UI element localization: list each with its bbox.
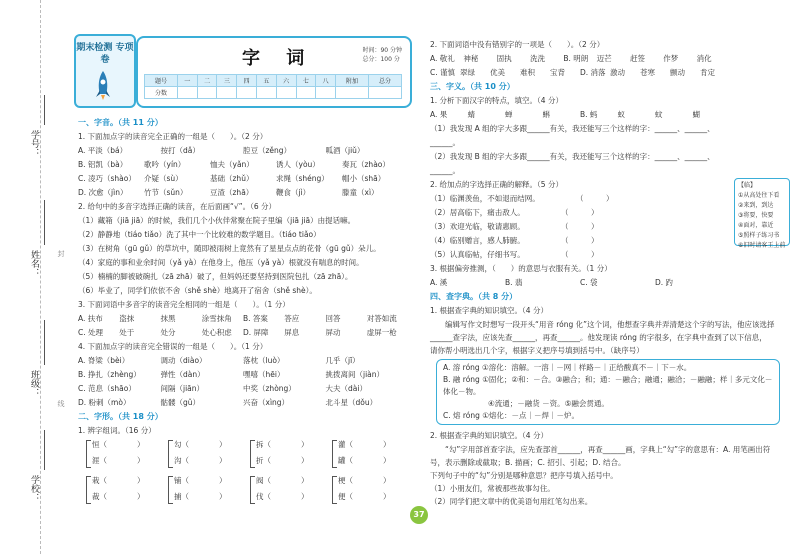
question-7: 1. 分析下面汉字的特点，填空。（4 分） bbox=[430, 96, 563, 105]
q9-option[interactable]: A. 溪 bbox=[430, 278, 448, 287]
question-10: 1. 根据查字典的知识填空。（4 分） bbox=[430, 306, 548, 315]
q8-item bbox=[430, 206, 730, 220]
dictionary-entries-box bbox=[436, 359, 780, 425]
q3-option[interactable]: 虚屏一枪 bbox=[366, 328, 397, 337]
question-8-items bbox=[430, 192, 730, 262]
q4-option[interactable]: D. 粉刺（mò） bbox=[78, 398, 131, 407]
question-6: 2. 下面词语中没有错别字的一项是（ ）。（2 分） bbox=[430, 40, 605, 49]
q2-item[interactable]: （3）在树角（gū gǔ）的草坑中，随即被雨树上竟然有了星星点点的花骨（gū gǔ）朵儿。 bbox=[78, 244, 381, 253]
pair-char[interactable]: 阀（ ） bbox=[256, 476, 309, 485]
q4-row bbox=[78, 396, 408, 410]
q3-option[interactable]: 盗抹 bbox=[119, 314, 135, 323]
score-header-cell: 三 bbox=[217, 75, 237, 87]
q3-option[interactable]: 处心积虑 bbox=[201, 328, 232, 337]
q4-option[interactable]: 北斗星（dǒu） bbox=[325, 398, 378, 407]
q6-option[interactable]: 颤动 bbox=[670, 68, 685, 77]
q1-option[interactable]: 腔豆（zěng） bbox=[243, 146, 292, 155]
q6-option[interactable]: 赶签 bbox=[629, 54, 645, 63]
q6-option[interactable]: 难积 bbox=[520, 68, 535, 77]
q6-option[interactable]: 苍寒 bbox=[640, 68, 655, 77]
q1-option[interactable]: 歌吟（yín） bbox=[144, 160, 186, 169]
left-page bbox=[74, 0, 410, 554]
dict-entry: C. 熔 róng ①熔化：－点｜－焊｜－炉。 bbox=[443, 411, 580, 420]
q1-option[interactable]: 滕童（xì） bbox=[342, 188, 379, 197]
q4-option[interactable]: 调动（diào） bbox=[160, 356, 207, 365]
question-7-chars bbox=[430, 108, 730, 122]
definition-line: 【临】 bbox=[738, 182, 757, 189]
q1-row bbox=[78, 172, 408, 186]
q6-option[interactable]: 宝背 bbox=[550, 68, 565, 77]
question-8: 2. 给加点的字选择正确的解释。（5 分） bbox=[430, 180, 563, 189]
q2-item[interactable]: （2）静静地（tiáo tiǎo）洗了其中一个比较难的数学题目。（tiáo tiǎo） bbox=[78, 230, 321, 239]
dict-entry: ④流通；－融货 －资。⑤融会贯通。 bbox=[443, 399, 609, 408]
pair-char[interactable]: 便（ ） bbox=[338, 492, 391, 501]
q6-row bbox=[430, 52, 730, 66]
score-header-cell: 五 bbox=[256, 75, 276, 87]
q3-option[interactable]: 答应 bbox=[284, 314, 300, 323]
q6-option[interactable]: 固执 bbox=[496, 54, 512, 63]
q4-option[interactable]: 挑拨离间（jiàn） bbox=[325, 370, 385, 379]
q8-item bbox=[430, 234, 730, 248]
answer-blank[interactable]: （ ） bbox=[564, 236, 599, 245]
page-number: 37 bbox=[410, 506, 428, 524]
q1-option[interactable]: 奏瓦（zhào） bbox=[342, 160, 390, 169]
q7-char: B. 蚂 bbox=[580, 110, 598, 119]
q6-option[interactable]: D. 消落 bbox=[580, 68, 606, 77]
pair-bracket bbox=[250, 440, 255, 468]
question-4: 4. 下面加点字的读音完全错误的一组是（ ）。（1 分） bbox=[78, 342, 268, 351]
fold-line bbox=[40, 0, 41, 554]
score-header-cell: 七 bbox=[296, 75, 316, 87]
q4-option[interactable]: 落枕（luò） bbox=[243, 356, 285, 365]
q2-item[interactable]: （1）藏箱（jiā jiā）的时候，我们几个小伙伴常聚在院子里编（jiā jiā）由提话嘛。 bbox=[78, 216, 356, 225]
question-4-options bbox=[78, 354, 408, 410]
q4-option[interactable]: 中奖（zhòng） bbox=[243, 384, 296, 393]
q1-option[interactable]: 恤夫（yǎn） bbox=[210, 160, 254, 169]
q6-option[interactable]: 洗洗 bbox=[529, 54, 545, 63]
q6-option[interactable]: 神秘 bbox=[463, 54, 479, 63]
binding-margin bbox=[0, 0, 68, 554]
class-blank[interactable] bbox=[44, 320, 46, 365]
q2-item[interactable]: （5）楠楠的脚被破碗扎（zā zhā）破了，但妈妈还要坚持到医院包扎（zā zhā）。 bbox=[78, 272, 353, 281]
q8-text: （1）临渊羡鱼，不如退而结网。 bbox=[430, 194, 540, 203]
q2-item[interactable]: （4）家庭的事和业余时间（yǎ yà）在他身上，他压（yǎ yà）根就没有喘息的时间。 bbox=[78, 258, 364, 267]
q6-option[interactable]: 消化 bbox=[696, 54, 712, 63]
name-blank[interactable] bbox=[44, 200, 46, 245]
time-limit: 时间：90 分钟 bbox=[362, 47, 402, 54]
pair-char[interactable]: 勾（ ） bbox=[174, 440, 227, 449]
q1-option[interactable]: 帽小（shā） bbox=[342, 174, 386, 183]
pair-char[interactable]: 涯（ ） bbox=[92, 456, 145, 465]
q1-option[interactable]: 呱酒（jiǔ） bbox=[325, 146, 365, 155]
pair-char[interactable]: 捕（ ） bbox=[174, 492, 227, 501]
q7-char: 蝉 bbox=[505, 110, 513, 119]
q3-option[interactable]: 屏动 bbox=[325, 328, 341, 337]
question-10-text bbox=[430, 318, 785, 357]
q4-option[interactable]: 骷髅（gǔ） bbox=[160, 398, 201, 407]
pair-bracket bbox=[168, 476, 173, 504]
section-4-heading: 四、查字典。（共 8 分） bbox=[430, 292, 518, 301]
score-header-cell: 一 bbox=[177, 75, 197, 87]
definition-line: ⑤照样子练习书 bbox=[738, 232, 780, 239]
q10-paragraph: 请你帮小明选出几个字，根据字义把序号填到括号中。（缺序号） bbox=[430, 346, 644, 355]
page-title: 字 词 bbox=[242, 48, 315, 69]
section-2-heading: 二、字形。（共 18 分） bbox=[78, 412, 163, 421]
question-11-text bbox=[430, 443, 785, 508]
answer-blank[interactable]: （ ） bbox=[579, 194, 614, 203]
q8-item bbox=[430, 192, 730, 206]
pair-char[interactable]: 裁（ ） bbox=[92, 492, 145, 501]
q1-option[interactable]: A. 平淡（bá） bbox=[78, 146, 128, 155]
q6-option[interactable]: A. 敬礼 bbox=[430, 54, 455, 63]
q4-option[interactable]: A. 脊梁（bèi） bbox=[78, 356, 130, 365]
definition-box bbox=[734, 178, 790, 249]
q1-row bbox=[78, 144, 408, 158]
question-3-options bbox=[78, 312, 408, 340]
q6-option[interactable]: 激动 bbox=[610, 68, 625, 77]
answer-blank[interactable]: （ ） bbox=[564, 250, 599, 259]
pair-char[interactable]: 伐（ ） bbox=[256, 492, 309, 501]
q4-option[interactable]: 大夫（dài） bbox=[325, 384, 367, 393]
question-6-options bbox=[430, 52, 730, 80]
q6-option[interactable]: 迈芒 bbox=[596, 54, 612, 63]
q8-item bbox=[430, 248, 730, 262]
q3-option[interactable]: 屏息 bbox=[284, 328, 300, 337]
pair-char[interactable]: 铺（ ） bbox=[174, 476, 227, 485]
q8-text: （4）临别赠言，感人肺腑。 bbox=[430, 236, 525, 245]
question-2: 2. 给句中的多音字选择正确的读音，在后面画“√”。（6 分） bbox=[78, 202, 276, 211]
q1-option[interactable]: 豆渣（zhā） bbox=[210, 188, 254, 197]
pair-bracket bbox=[250, 476, 255, 504]
q1-option[interactable]: 按打（dǎ） bbox=[160, 146, 200, 155]
q6-option[interactable]: 翠绿 bbox=[460, 68, 475, 77]
q3-option[interactable]: 抹黑 bbox=[160, 314, 176, 323]
q3-option[interactable]: 处分 bbox=[160, 328, 176, 337]
id-blank[interactable] bbox=[44, 95, 46, 125]
q8-text: （5）认真临帖，仔细书写。 bbox=[430, 250, 525, 259]
q11-line: （2）同学们把文章中的优美语句用红笔勾出来。 bbox=[430, 497, 593, 506]
q1-row bbox=[78, 158, 408, 172]
q6-row bbox=[430, 66, 730, 80]
definition-line: ③将要，快要 bbox=[738, 212, 774, 219]
pair-char[interactable]: 折（ ） bbox=[256, 456, 309, 465]
q8-text: （2）居高临下，痛击敌人。 bbox=[430, 208, 525, 217]
question-1-options bbox=[78, 144, 408, 200]
question-1: 1. 下面加点字的读音完全正确的一组是（ ）。（2 分） bbox=[78, 132, 268, 141]
score-header-cell: 二 bbox=[197, 75, 217, 87]
section-1-heading: 一、字音。（共 11 分） bbox=[78, 118, 163, 127]
question-7-lines bbox=[430, 122, 730, 178]
q4-option[interactable]: C. 范息（shāo） bbox=[78, 384, 136, 393]
q4-row bbox=[78, 382, 408, 396]
pair-char[interactable]: 恒（ ） bbox=[92, 440, 145, 449]
pair-char[interactable]: 栽（ ） bbox=[92, 476, 145, 485]
name-label: 姓名： bbox=[29, 250, 39, 277]
q3-option[interactable]: B. 答案 bbox=[243, 314, 268, 323]
dict-entry: A. 溶 róng ①溶化：溶解。一溶｜－网｜样路－｜正给酸真不－｜下－水。 bbox=[443, 363, 692, 372]
q4-row bbox=[78, 368, 408, 382]
q4-option[interactable]: B. 挣扎（zhèng） bbox=[78, 370, 141, 379]
pair-char[interactable]: 梗（ ） bbox=[338, 476, 391, 485]
q10-paragraph: 编辑写作文时想写一段开头“用音 róng 化”这个词，他想查字典并弄清楚这个字的写法，他应该选择______查字法，应该先查______，再查______。他发现读 róng 的字很多，在字典中查到了以下信息， bbox=[430, 320, 775, 342]
q3-option[interactable]: 处于 bbox=[119, 328, 135, 337]
pair-bracket bbox=[332, 476, 337, 504]
pair-bracket bbox=[86, 440, 91, 468]
q1-option[interactable]: D. 次愈（jìn） bbox=[78, 188, 128, 197]
q7-char: 蜻 bbox=[467, 110, 475, 119]
pair-char[interactable]: 拆（ ） bbox=[256, 440, 309, 449]
score-header-cell: 附加 bbox=[336, 75, 369, 87]
q7-char: 蝌 bbox=[542, 110, 550, 119]
question-9-options bbox=[430, 276, 730, 290]
line-mark: 线 bbox=[57, 400, 65, 407]
definition-line: ⑥旧时请客王上前 bbox=[738, 242, 786, 249]
q6-option[interactable]: 优美 bbox=[490, 68, 505, 77]
pair-bracket bbox=[332, 440, 337, 468]
q7-char: 蚁 bbox=[617, 110, 625, 119]
school-label: 学校： bbox=[29, 475, 39, 502]
q3-option[interactable]: 涂雪抹角 bbox=[201, 314, 232, 323]
badge-label: 期末检测 专项卷 bbox=[76, 43, 134, 65]
q8-text: （3）欢迎光临，敬请惠顾。 bbox=[430, 222, 525, 231]
q9-option[interactable]: C. 袋 bbox=[580, 278, 598, 287]
answer-blank[interactable]: （ ） bbox=[564, 222, 599, 231]
q1-option[interactable]: 竹节（sǔn） bbox=[144, 188, 188, 197]
q4-option[interactable]: 几乎（jī） bbox=[325, 356, 360, 365]
q1-row bbox=[78, 186, 408, 200]
q4-option[interactable]: 弹性（dàn） bbox=[160, 370, 205, 379]
q3-option[interactable]: 回答 bbox=[325, 314, 341, 323]
score-row-label: 分数 bbox=[145, 87, 178, 99]
question-3: 3. 下面词语中多音字的读音完全相同的一组是（ ）。（1 分） bbox=[78, 300, 290, 309]
definition-line: ④面对，靠近 bbox=[738, 222, 774, 229]
pair-char[interactable]: 沟（ ） bbox=[174, 456, 227, 465]
q4-row bbox=[78, 354, 408, 368]
pair-bracket bbox=[168, 440, 173, 468]
q11-line: “勾”字用部首查字法，应先查部首______，再查______画，字典上“勾”字的意思有：A. 用笔画出符号，表示删除或截取；B. 描画；C. 招引、引起；D. 结合。 bbox=[430, 445, 771, 467]
q1-option[interactable]: 诱人（yòu） bbox=[276, 160, 320, 169]
q9-option[interactable]: B. 翡 bbox=[505, 278, 523, 287]
score-header-cell: 四 bbox=[237, 75, 257, 87]
answer-blank[interactable]: （ ） bbox=[564, 208, 599, 217]
q11-line: 下列句子中的“勾”分别是哪种意思？把序号填入括号中。 bbox=[430, 471, 618, 480]
pair-char[interactable]: 罐（ ） bbox=[338, 456, 391, 465]
q4-option[interactable]: 间隔（jiān） bbox=[160, 384, 205, 393]
question-11: 2. 根据查字典的知识填空。（4 分） bbox=[430, 431, 548, 440]
q3-option[interactable]: C. 处理 bbox=[78, 328, 104, 337]
score-header-cell: 八 bbox=[316, 75, 336, 87]
q4-option[interactable]: 嘿嘻（hēi） bbox=[243, 370, 285, 379]
right-page bbox=[428, 0, 788, 554]
q1-option[interactable]: C. 凌巧（shào） bbox=[78, 174, 136, 183]
seal-mark: 封 bbox=[57, 250, 65, 257]
q7-line[interactable]: （2）我发现 B 组的字大多跟______有关，我还能写三个这样的字：______、______、______。 bbox=[430, 152, 715, 175]
q6-option[interactable]: C. 谨慎 bbox=[430, 68, 456, 77]
score-header-cell: 总分 bbox=[368, 75, 401, 87]
definition-line: ②来到，到达 bbox=[738, 202, 774, 209]
char-pair-grid bbox=[78, 438, 408, 508]
q9-option[interactable]: D. 趵 bbox=[655, 278, 674, 287]
q3-option[interactable]: 对答如流 bbox=[366, 314, 397, 323]
q11-line: （1）小朋友们，常被那些故事勾住。 bbox=[430, 484, 555, 493]
score-header-cell: 六 bbox=[276, 75, 296, 87]
school-blank[interactable] bbox=[44, 430, 46, 470]
question-5: 1. 辨字组词。（16 分） bbox=[78, 426, 156, 435]
q2-item[interactable]: （6）毕业了，同学们依依不舍（shě shè）地离开了宿舍（shě shè）。 bbox=[78, 286, 317, 295]
q3-option[interactable]: D. 屏障 bbox=[243, 328, 269, 337]
definition-line: ①从高处往下看 bbox=[738, 192, 780, 199]
section-3-heading: 三、字义。（共 10 分） bbox=[430, 82, 515, 91]
q1-option[interactable]: B. 铝凯（bà） bbox=[78, 160, 128, 169]
dict-entry: B. 融 róng ①固化；②和：－合。③融合；和；通：－融合；融通；融洽；－融融；样｜多元文化－体化－物。 bbox=[443, 375, 773, 396]
q6-option[interactable]: 作梦 bbox=[663, 54, 679, 63]
q3-row bbox=[78, 326, 408, 340]
total-score: 总分：100 分 bbox=[362, 56, 400, 63]
q7-char: 蝴 bbox=[692, 110, 700, 119]
q4-option[interactable]: 兴奋（xìng） bbox=[243, 398, 290, 407]
q3-option[interactable]: A. 扶布 bbox=[78, 314, 103, 323]
q8-item bbox=[430, 220, 730, 234]
student-id-label: 学号： bbox=[29, 130, 39, 157]
q7-char: A. 果 bbox=[430, 110, 448, 119]
q3-row bbox=[78, 312, 408, 326]
q7-line[interactable]: （1）我发现 A 组的字大多跟______有关，我还能写三个这样的字：______、______、______。 bbox=[430, 124, 715, 147]
q7-char: 蚊 bbox=[655, 110, 663, 119]
pair-char[interactable]: 灌（ ） bbox=[338, 440, 391, 449]
q1-option[interactable]: 基础（zhǔ） bbox=[210, 174, 254, 183]
q1-option[interactable]: 求绳（shéng） bbox=[276, 174, 329, 183]
q1-option[interactable]: 介疑（sù） bbox=[144, 174, 183, 183]
question-9: 3. 根据偏旁推测，（ ）的意思与衣服有关。（1 分） bbox=[430, 264, 612, 273]
score-header-cell: 题号 bbox=[145, 75, 178, 87]
question-2-items bbox=[78, 214, 408, 298]
q1-option[interactable]: 鞭食（jì） bbox=[276, 188, 311, 197]
class-label: 班级： bbox=[29, 370, 39, 397]
q6-option[interactable]: B. 明朗 bbox=[563, 54, 589, 63]
q6-option[interactable]: 肯定 bbox=[700, 68, 715, 77]
pair-bracket bbox=[86, 476, 91, 504]
